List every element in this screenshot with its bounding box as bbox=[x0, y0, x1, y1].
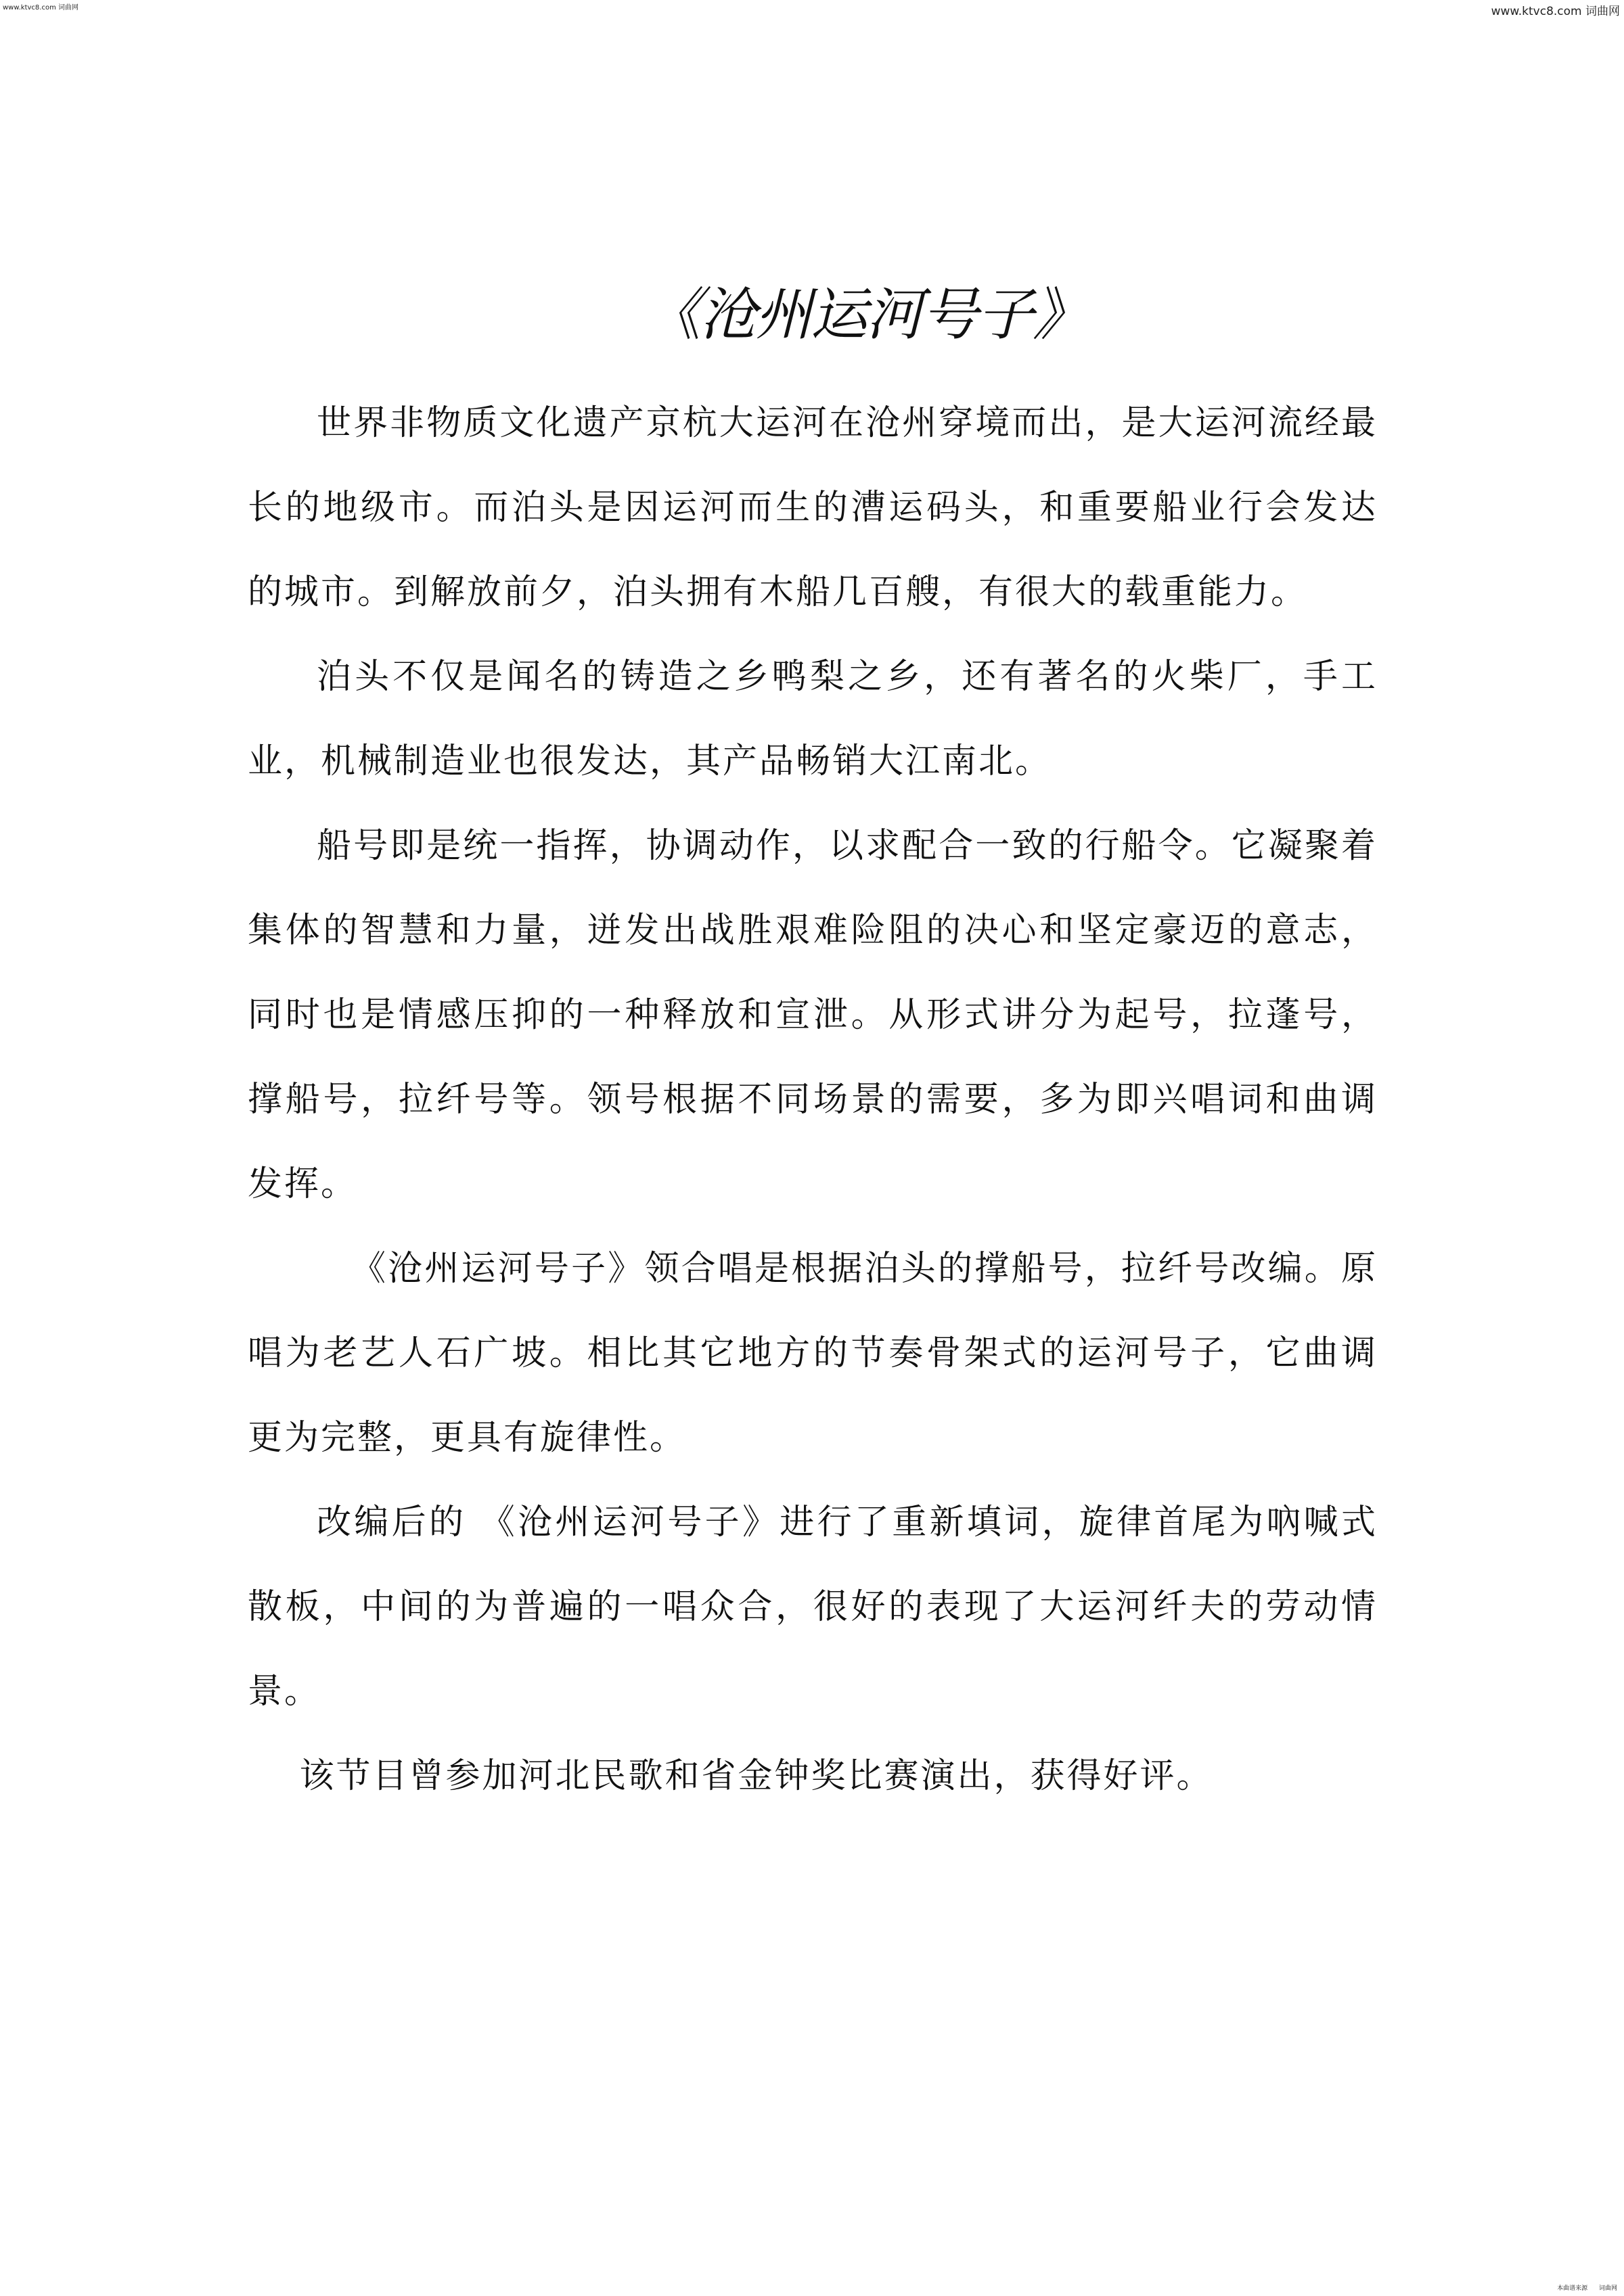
paragraph-boat-chant: 船号即是统一指挥，协调动作，以求配合一致的行船令。它凝聚着集体的智慧和力量，迸发出战胜艰难险阻的决心和坚定豪迈的意志，同时也是情感压抑的一种释放和宣泄。从形式讲分为起号，拉蓬号，撑船号，拉纤号等。领号根据不同场景的需要，多为即兴唱词和曲调发挥。 bbox=[248, 826, 1378, 1204]
watermark-top-left: www.ktvc8.com 词曲网 bbox=[3, 4, 79, 12]
paragraph-awards: 该节目曾参加河北民歌和省金钟奖比赛演出，获得好评。 bbox=[299, 1756, 1213, 1796]
paragraph-grand-canal: 世界非物质文化遗产京杭大运河在沧州穿境而出，是大运河流经最长的地级市。而泊头是因运河而生的漕运码头，和重要船业行会发达的城市。到解放前夕，泊头拥有木船几百艘，有很大的载重能力。 bbox=[248, 403, 1378, 612]
document-body bbox=[248, 381, 1378, 1818]
document-title: 《沧州运河号子》 bbox=[644, 281, 1088, 348]
footer-left-text: 本曲谱来源 bbox=[1557, 2285, 1588, 2292]
watermark-top-right: www.ktvc8.com 词曲网 bbox=[1491, 5, 1620, 18]
paragraph-botou-industry: 泊头不仅是闻名的铸造之乡鸭梨之乡，还有著名的火柴厂，手工业，机械制造业也很发达，其产品畅销大江南北。 bbox=[248, 657, 1378, 781]
paragraph-adaptation: 改编后的 《沧州运河号子》进行了重新填词，旋律首尾为吶喊式散板，中间的为普遍的一唱众合，很好的表现了大运河纤夫的劳动情景。 bbox=[248, 1502, 1378, 1712]
paragraph-song-origin: 《沧州运河号子》领合唱是根据泊头的撑船号，拉纤号改编。原唱为老艺人石广坡。相比其它地方的节奏骨架式的运河号子，它曲调更为完整，更具有旋律性。 bbox=[248, 1249, 1378, 1458]
footer-watermark bbox=[1548, 2283, 1617, 2292]
footer-right-text: 词曲网 bbox=[1598, 2285, 1617, 2292]
